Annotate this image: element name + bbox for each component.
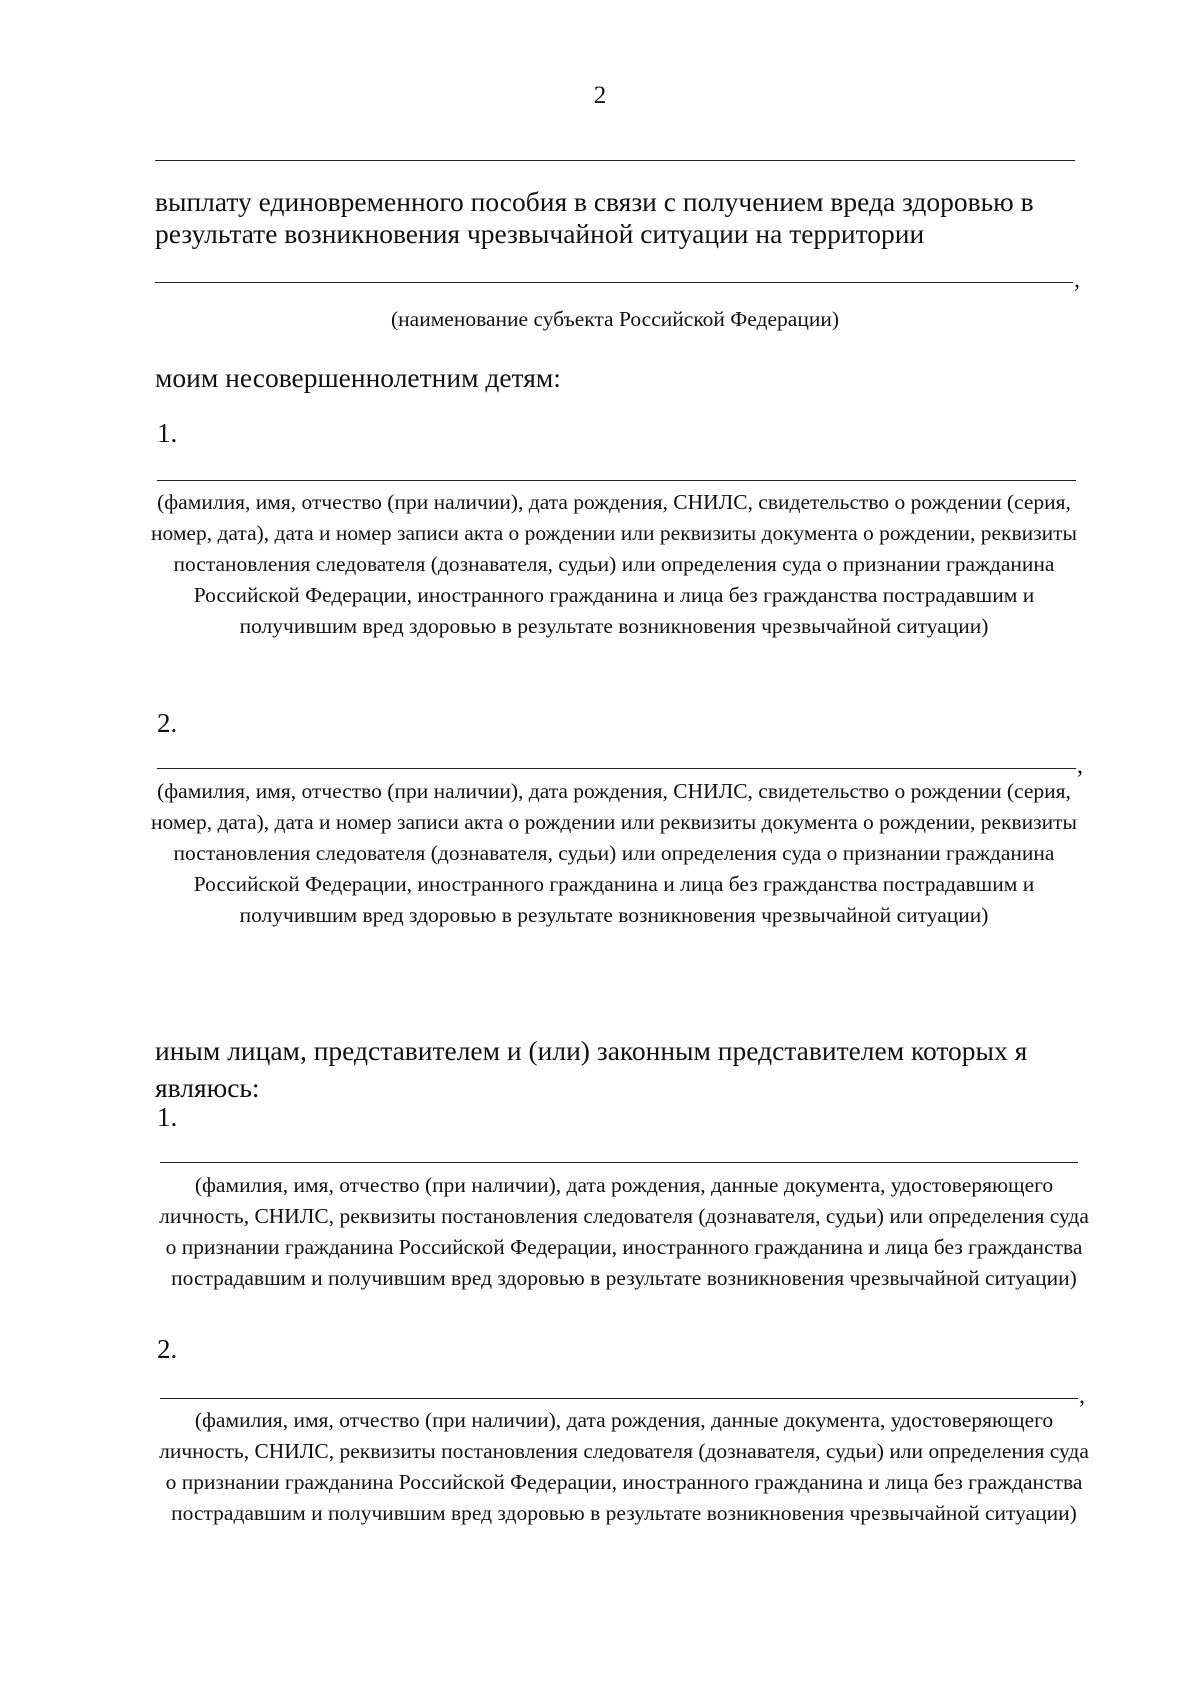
child-fill-line bbox=[157, 480, 1076, 481]
subject-caption: (наименование субъекта Российской Федерации) bbox=[390, 307, 839, 331]
subject-line-comma: , bbox=[1074, 267, 1080, 293]
other-caption: (фамилия, имя, отчество (при наличии), дата рождения, данные документа, удостоверяющего личность, СНИЛС, реквизиты постановления следователя (дознавателя, судьи) или определения суда о признании гражданина Российской Федерации, иностранного гражданина и лица без гражданства пострадавшим и получившим вред здоровью в результате возникновения чрезвычайной ситуации) bbox=[159, 1408, 1089, 1525]
children-heading: моим несовершеннолетним детям: bbox=[155, 362, 561, 393]
page-number: 2 bbox=[593, 82, 607, 109]
other-caption: (фамилия, имя, отчество (при наличии), дата рождения, данные документа, удостоверяющего личность, СНИЛС, реквизиты постановления следователя (дознавателя, судьи) или определения суда о признании гражданина Российской Федерации, иностранного гражданина и лица без гражданства пострадавшим и получившим вред здоровью в результате возникновения чрезвычайной ситуации) bbox=[159, 1173, 1089, 1290]
child-fill-line bbox=[157, 768, 1076, 769]
intro-text: выплату единовременного пособия в связи с получением вреда здоровью в результате возникновения чрезвычайной ситуации на территории bbox=[155, 186, 1034, 249]
subject-fill-line bbox=[155, 282, 1073, 283]
other-item-number: 1. bbox=[157, 1102, 178, 1132]
other-line-comma: , bbox=[1079, 1383, 1085, 1409]
other-item-number: 2. bbox=[157, 1334, 178, 1364]
child-item-number: 1. bbox=[157, 418, 178, 448]
child-item-number: 2. bbox=[157, 708, 178, 738]
other-fill-line bbox=[160, 1398, 1078, 1399]
others-heading: иным лицам, представителем и (или) законным представителем которых я являюсь: bbox=[155, 1035, 1028, 1103]
child-caption: (фамилия, имя, отчество (при наличии), дата рождения, СНИЛС, свидетельство о рождении (серия, номер, дата), дата и номер записи акта о рождении или реквизиты документа о рождении, реквизиты постановления следователя (дознавателя, судьи) или определения суда о признании гражданина Российской Федерации, иностранного гражданина и лица без гражданства пострадавшим и получившим вред здоровью в результате возникновения чрезвычайной ситуации) bbox=[150, 490, 1077, 638]
child-line-comma: , bbox=[1077, 753, 1083, 779]
child-caption: (фамилия, имя, отчество (при наличии), дата рождения, СНИЛС, свидетельство о рождении (серия, номер, дата), дата и номер записи акта о рождении или реквизиты документа о рождении, реквизиты постановления следователя (дознавателя, судьи) или определения суда о признании гражданина Российской Федерации, иностранного гражданина и лица без гражданства пострадавшим и получившим вред здоровью в результате возникновения чрезвычайной ситуации) bbox=[150, 779, 1077, 927]
top-rule bbox=[155, 160, 1075, 161]
other-fill-line bbox=[160, 1162, 1078, 1163]
